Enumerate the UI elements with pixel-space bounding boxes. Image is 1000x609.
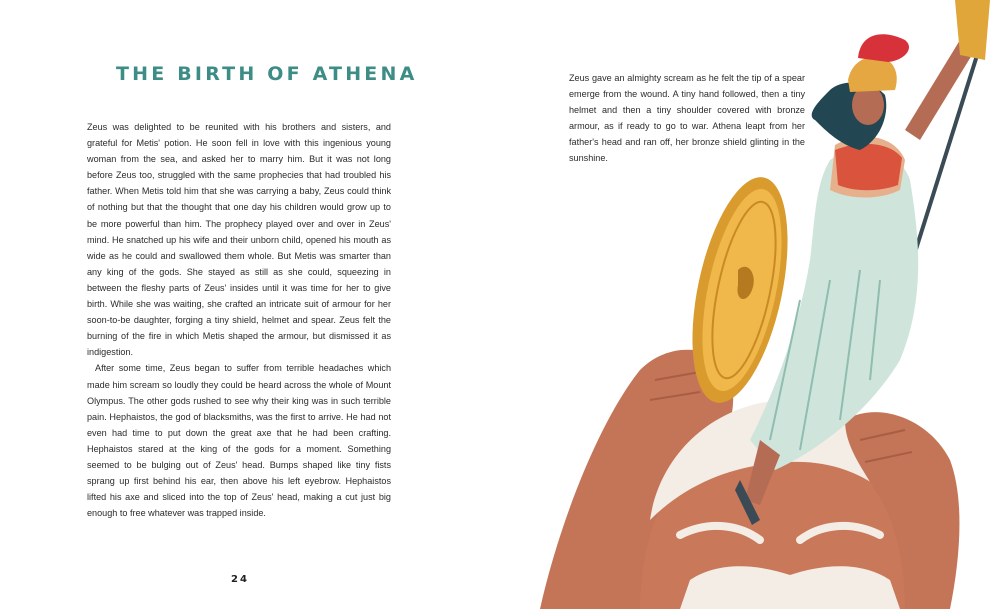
zeus-fingers — [650, 372, 912, 462]
zeus-beard — [680, 566, 900, 609]
shield-emblem — [737, 267, 753, 299]
athena-face — [852, 85, 884, 125]
paragraph: Zeus gave an almighty scream as he felt the tip of a spear emerge from the wound. A tiny hand followed, then a tiny helmet and then a tiny shoulder covered with bronze armour, as if ready to go to war. Athena leapt from her father's head and ran off, her bronze shield glinting in the sunshine. — [569, 73, 805, 164]
athena-helmet — [848, 57, 897, 92]
chapter-title: THE BIRTH OF ATHENA — [116, 63, 418, 85]
athena-aegis — [835, 144, 902, 190]
athena-sandal — [735, 480, 760, 525]
arm-bracelet — [955, 0, 990, 60]
right-page-text — [569, 70, 805, 167]
dress-folds — [770, 270, 880, 450]
athena-leg — [745, 440, 780, 505]
spear-shaft — [900, 30, 985, 300]
athena-dress — [750, 150, 918, 470]
helmet-crest — [858, 34, 909, 62]
left-page-text — [87, 119, 391, 521]
zeus-left-hand — [540, 350, 733, 609]
shield — [675, 169, 805, 411]
zeus-hair — [650, 400, 915, 520]
zeus-eyebrows — [680, 526, 880, 540]
paragraph: Zeus was delighted to be reunited with his brothers and sisters, and grateful for Metis' potion. He soon fell in love with this ingenious young woman from the sea, and asked her to marry him. But it was not long before Zeus too, struggled with the same prophecies that had troubled his father. When Metis told him that she was carrying a baby, Zeus could think of nothing but that the thought that one day his children would grow up to be more powerful than him. The prophecy played over and over in Zeus' mind. He snatched up his wife and their unborn child, opened his mouth as wide as he could and swallowed them whole. But Metis was smarter than any king of the gods. She stayed as still as she could, squeezing in between the fleshy parts of Zeus' insides until it was time for her to give birth. While she was waiting, she crafted an intricate suit of armour for her soon-to-be daughter, forging a tiny shield, helmet and spear. Zeus felt the burning of the fire in which Metis shaped the armour, but dismissed it as indigestion. — [87, 122, 391, 358]
paragraph: After some time, Zeus began to suffer from terrible headaches which made him scream so loudly they could be heard across the whole of Mount Olympus. The other gods rushed to see why their king was in such terrible pain. Hephaistos, the god of blacksmiths, was the first to arrive. He had not even had time to put down the great axe that he had been crafting. Hephaistos stared at the king of the gods for a moment. Something seemed to be bulging out of Zeus' head. Bumps shaped like tiny fists sprang up first behind his ear, then above his left eyebrow. Hephaistos lifted his axe and sliced into the top of Zeus' head, making a cut just big enough to free whatever was trapped inside. — [87, 363, 391, 519]
zeus-figure — [540, 350, 959, 609]
zeus-right-hand — [845, 412, 959, 609]
spear — [870, 5, 995, 300]
athena-arm — [905, 40, 975, 140]
athena-hair — [812, 82, 887, 150]
athena-chest — [830, 137, 905, 198]
page-number: 24 — [231, 574, 249, 585]
zeus-head — [640, 429, 915, 609]
